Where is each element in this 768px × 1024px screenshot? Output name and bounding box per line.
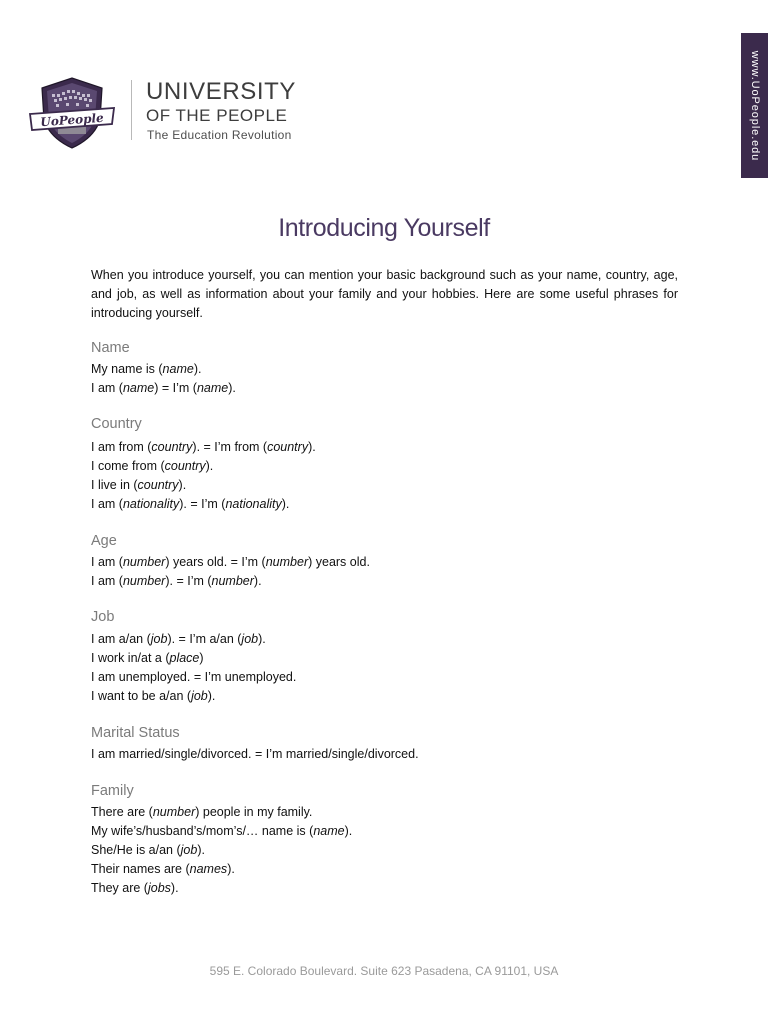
section-heading-age: Age (91, 533, 117, 549)
placeholder-word: name (196, 381, 229, 395)
section-heading-family: Family (91, 783, 134, 799)
phrase-line: I want to be a/an (job). (91, 689, 216, 703)
section-heading-name: Name (91, 340, 130, 356)
placeholder-word: place (169, 651, 200, 665)
phrase-line: I am (nationality). = I’m (nationality). (91, 497, 290, 511)
intro-paragraph: When you introduce yourself, you can mention your basic background such as your name, country, age, and job, as well as information about your family and your hobbies. Here are some useful phrases for introducing yourself. (91, 268, 678, 320)
section-heading-marital-status: Marital Status (91, 725, 180, 741)
placeholder-word: country (151, 440, 193, 454)
placeholder-word: number (211, 574, 254, 588)
phrase-line: My wife’s/husband’s/mom’s/… name is (name). (91, 824, 353, 838)
phrase-line: My name is (name). (91, 362, 202, 376)
phrase-line: She/He is a/an (job). (91, 843, 205, 857)
phrase-line: I am married/single/divorced. = I’m married/single/divorced. (91, 747, 419, 761)
section-heading-country: Country (91, 416, 142, 432)
section-heading-job: Job (91, 609, 115, 625)
phrase-line: I come from (country). (91, 459, 214, 473)
placeholder-word: job (150, 632, 168, 646)
phrase-line: I work in/at a (place) (91, 651, 204, 665)
phrase-line: I am (number). = I’m (number). (91, 574, 262, 588)
phrase-line: I am (number) years old. = I’m (number) years old. (91, 555, 370, 569)
placeholder-word: number (265, 555, 309, 569)
website-link[interactable]: www.UoPeople.edu (748, 50, 761, 161)
placeholder-word: country (137, 478, 179, 492)
placeholder-word: nationality (122, 497, 180, 511)
placeholder-word: jobs (147, 881, 171, 895)
university-name-line2: OF THE PEOPLE (146, 106, 288, 125)
logo-ribbon-text: UoPeople (39, 110, 105, 130)
placeholder-word: number (122, 574, 166, 588)
phrase-line: There are (number) people in my family. (91, 805, 313, 819)
phrase-line: I am unemployed. = I’m unemployed. (91, 670, 297, 684)
phrase-line: Their names are (names). (91, 862, 235, 876)
placeholder-word: names (189, 862, 228, 876)
placeholder-word: number (122, 555, 166, 569)
page-title: Introducing Yourself (278, 214, 490, 242)
phrase-line: They are (jobs). (91, 881, 179, 895)
placeholder-word: job (191, 689, 208, 703)
placeholder-word: job (241, 632, 259, 646)
placeholder-word: number (152, 805, 196, 819)
placeholder-word: name (313, 824, 345, 838)
phrase-line: I am a/an (job). = I’m a/an (job). (91, 632, 266, 646)
university-tagline: The Education Revolution (147, 128, 292, 142)
placeholder-word: country (267, 440, 309, 454)
phrase-line: I am (name) = I’m (name). (91, 381, 236, 395)
placeholder-word: nationality (225, 497, 282, 511)
footer-address: 595 E. Colorado Boulevard. Suite 623 Pasadena, CA 91101, USA (209, 964, 559, 978)
phrase-line: I live in (country). (91, 478, 187, 492)
placeholder-word: country (164, 459, 206, 473)
website-side-tab[interactable] (741, 33, 768, 178)
uopeople-shield-logo (28, 74, 116, 150)
placeholder-word: name (162, 362, 194, 376)
placeholder-word: name (122, 381, 155, 395)
placeholder-word: job (180, 843, 198, 857)
university-name-line1: UNIVERSITY (146, 78, 297, 105)
logo-divider (131, 80, 132, 140)
phrase-line: I am from (country). = I’m from (country). (91, 440, 316, 454)
